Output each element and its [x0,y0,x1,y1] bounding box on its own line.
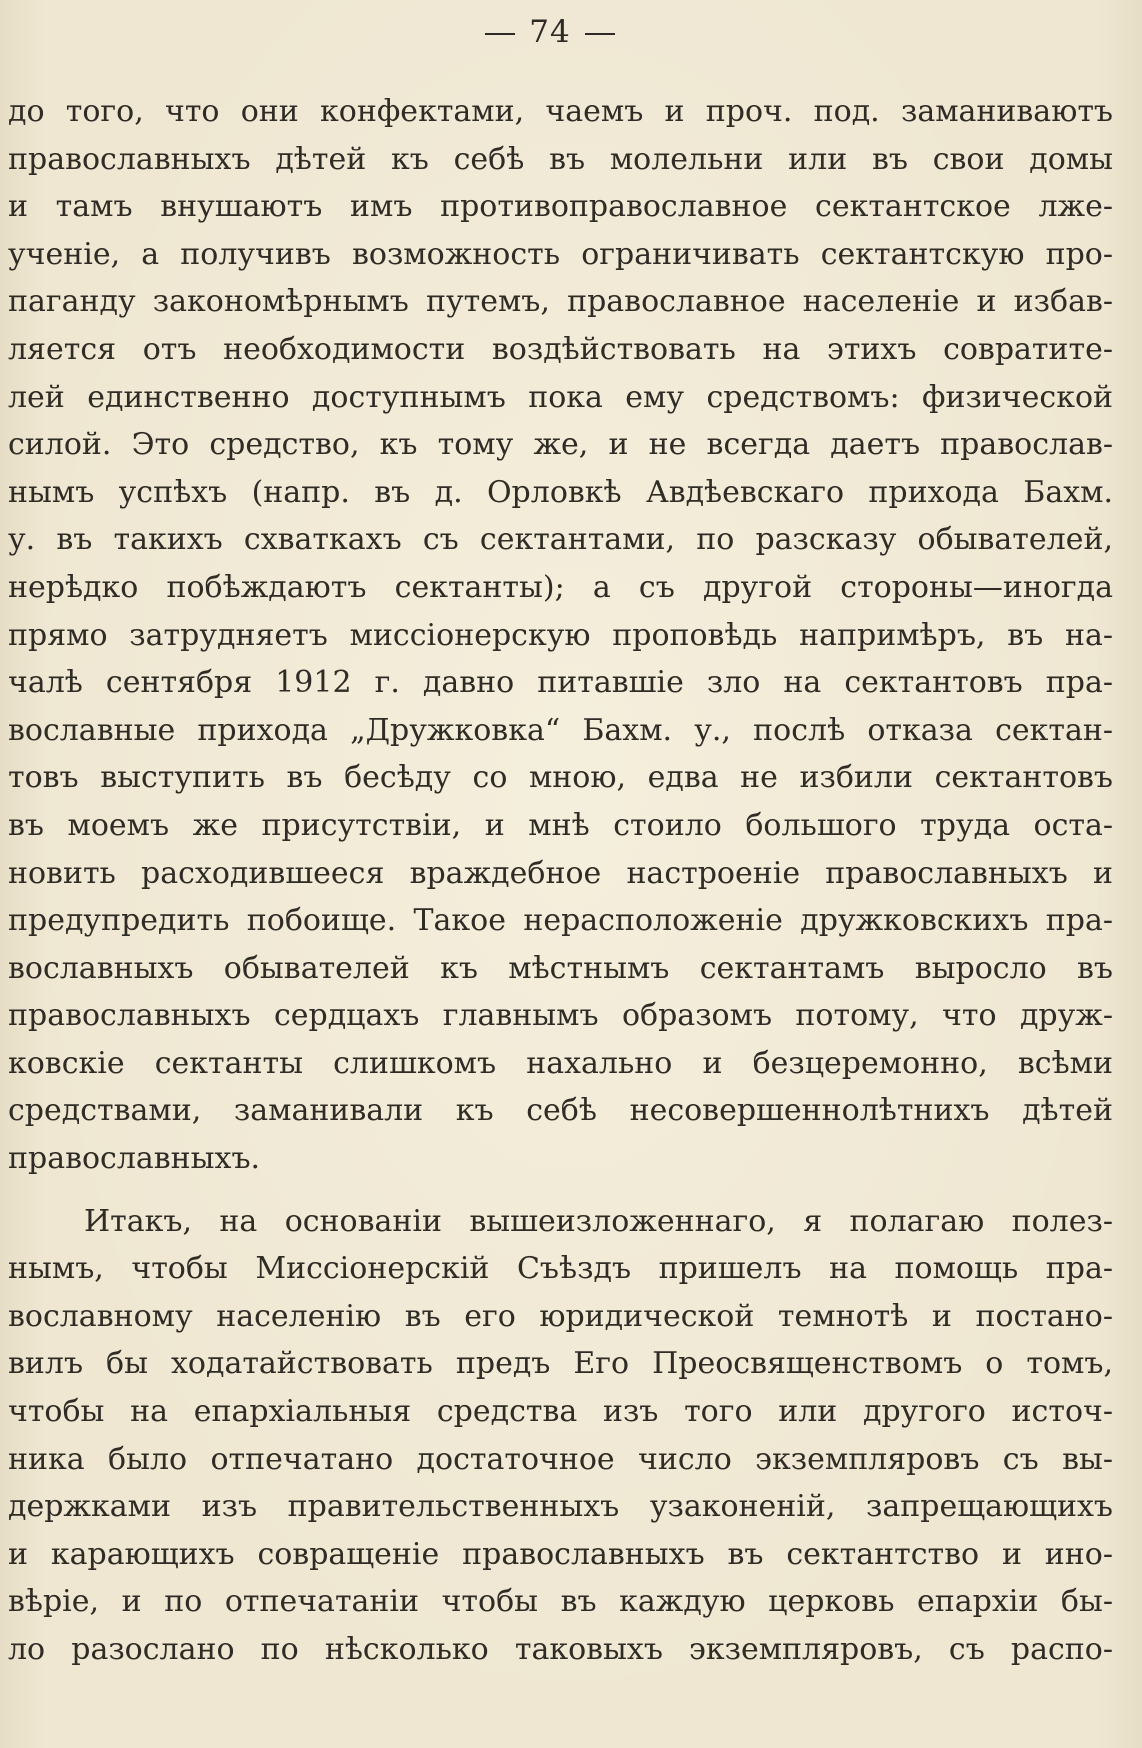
body-text [8,88,1113,1674]
text-line: новить расходившееся враждебное настроеніе православныхъ и [8,855,1113,891]
text-line: вославному населенію въ его юридической темнотѣ и постано- [8,1298,1113,1334]
text-line: предупредить побоище. Такое нерасположеніе дружковскихъ пра- [8,903,1113,939]
text-line: въ моемъ же присутствіи, и мнѣ стоило большого труда оста- [8,807,1113,843]
text-line: и тамъ внушаютъ имъ противоправославное сектантское лже- [8,189,1113,225]
text-line: паганду закономѣрнымъ путемъ, православное населеніе и избав- [8,284,1113,320]
text-line: и карающихъ совращеніе православныхъ въ сектантство и ино- [8,1536,1113,1572]
text-line: средствами, заманивали къ себѣ несовершеннолѣтнихъ дѣтей [8,1093,1113,1129]
text-line: держками изъ правительственныхъ узаконеній, запрещающихъ [8,1489,1113,1525]
paragraph-2 [8,1198,1113,1674]
text-line: православныхъ дѣтей къ себѣ въ молельни или въ свои домы [8,141,1113,177]
text-line: Итакъ, на основаніи вышеизложеннаго, я полагаю полез- [84,1203,1113,1239]
text-line: ковскіе сектанты слишкомъ нахально и безцеремонно, всѣми [8,1045,1113,1081]
text-line: товъ выступить въ бесѣду со мною, едва не избили сектантовъ [8,760,1113,796]
page-number [0,14,1100,50]
text-line: ляется отъ необходимости воздѣйствовать на этихъ совратите- [8,331,1113,367]
text-line: ника было отпечатано достаточное число экземпляровъ съ вы- [8,1441,1113,1477]
text-line: православныхъ. [8,1141,261,1177]
text-line: до того, что они конфектами, чаемъ и проч. под. заманиваютъ [8,94,1113,129]
page-number-dash-right [585,33,615,35]
text-line: нымъ успѣхъ (напр. въ д. Орловкѣ Авдѣевскаго прихода Бахм. [8,474,1113,510]
text-line: лей единственно доступнымъ пока ему средствомъ: физической [8,379,1113,415]
text-line: вѣріе, и по отпечатаніи чтобы въ каждую церковь епархіи бы- [8,1584,1113,1620]
text-line: силой. Это средство, къ тому же, и не всегда даетъ православ- [8,427,1113,463]
page-number-value: 74 [529,14,571,50]
paragraph-1 [8,88,1113,1183]
paragraph-gap [8,1183,1113,1198]
text-line: нерѣдко побѣждаютъ сектанты); а съ другой стороны—иногда [8,569,1113,605]
text-line: ученіе, а получивъ возможность ограничивать сектантскую про- [8,236,1113,272]
text-line: нымъ, чтобы Миссіонерскій Съѣздъ пришелъ на помощь пра- [8,1251,1113,1287]
text-line: ло разослано по нѣсколько таковыхъ экземпляровъ, съ распо- [8,1632,1113,1667]
page-number-dash-left [485,33,515,35]
text-line: прямо затрудняетъ миссіонерскую проповѣдь напримѣръ, въ на- [8,617,1113,653]
text-line: у. въ такихъ схваткахъ съ сектантами, по разсказу обывателей, [8,522,1113,558]
text-line: чтобы на епархіальныя средства изъ того или другого источ- [8,1394,1113,1430]
text-line: православныхъ сердцахъ главнымъ образомъ потому, что друж- [8,998,1113,1034]
text-line: вославныхъ обывателей къ мѣстнымъ сектантамъ выросло въ [8,950,1113,986]
text-line: вославные прихода „Дружковка“ Бахм. у., послѣ отказа сектан- [8,712,1113,748]
text-line: чалѣ сентября 1912 г. давно питавшіе зло на сектантовъ пра- [8,665,1113,701]
text-line: вилъ бы ходатайствовать предъ Его Преосвященствомъ о томъ, [8,1346,1113,1382]
